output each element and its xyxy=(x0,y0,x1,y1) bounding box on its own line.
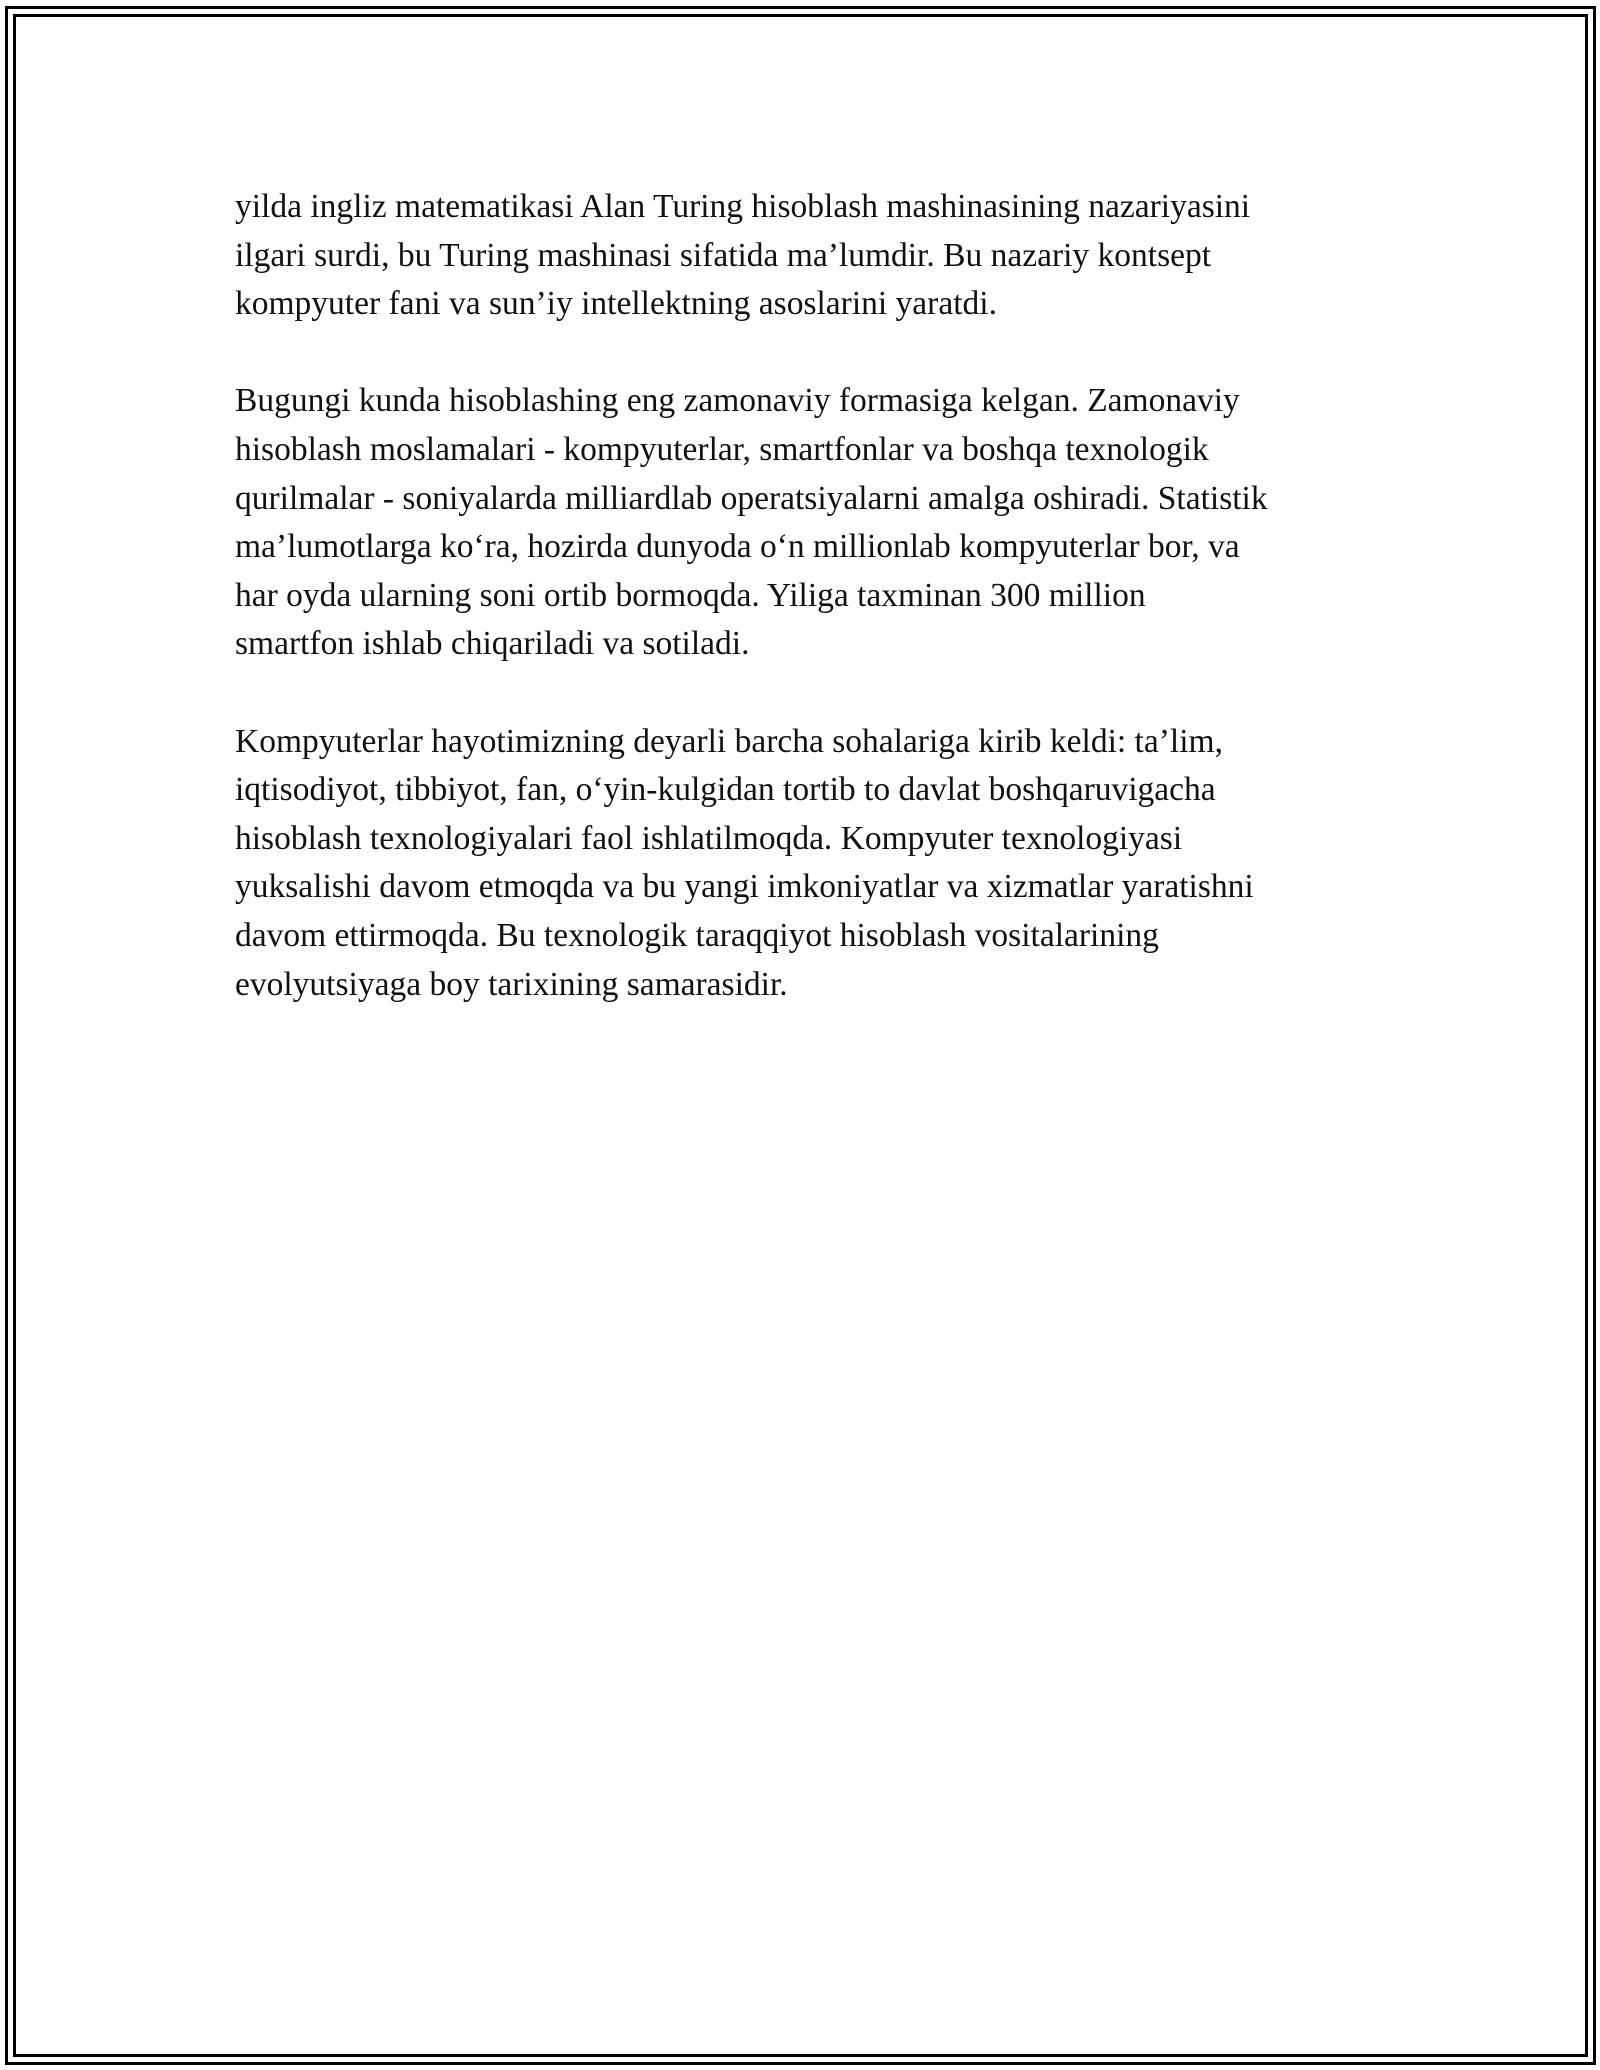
text-line: hisoblash moslamalari - kompyuterlar, smartfonlar va boshqa texnologik xyxy=(235,430,1209,468)
text-line: davom ettirmoqda. Bu texnologik taraqqiyot hisoblash vositalarining xyxy=(235,916,1159,954)
text-line: iqtisodiyot, tibbiyot, fan, o‘yin-kulgidan tortib to davlat boshqaruvigacha xyxy=(235,771,1216,809)
paragraph xyxy=(235,183,1370,329)
text-line: kompyuter fani va sun’iy intellektning asoslarini yaratdi. xyxy=(235,285,997,323)
paragraph xyxy=(235,377,1370,669)
text-line: yuksalishi davom etmoqda va bu yangi imkoniyatlar va xizmatlar yaratishni xyxy=(235,868,1254,906)
document-body xyxy=(235,183,1370,1058)
text-line: evolyutsiyaga boy tarixining samarasidir. xyxy=(235,965,788,1003)
text-line: ilgari surdi, bu Turing mashinasi sifatida ma’lumdir. Bu nazariy kontsept xyxy=(235,236,1212,274)
text-line: yilda ingliz matematikasi Alan Turing hisoblash mashinasining nazariyasini xyxy=(235,188,1251,225)
text-line: har oyda ularning soni ortib bormoqda. Yiliga taxminan 300 million xyxy=(235,576,1146,614)
paragraph xyxy=(235,718,1370,1010)
text-line: ma’lumotlarga ko‘ra, hozirda dunyoda o‘n millionlab kompyuterlar bor, va xyxy=(235,528,1240,566)
text-line: Bugungi kunda hisoblashing eng zamonaviy formasiga kelgan. Zamonaviy xyxy=(235,382,1240,420)
text-line: Kompyuterlar hayotimizning deyarli barcha sohalariga kirib keldi: ta’lim, xyxy=(235,722,1223,760)
text-line: qurilmalar - soniyalarda milliardlab operatsiyalarni amalga oshiradi. Statistik xyxy=(235,479,1268,517)
text-line: smartfon ishlab chiqariladi va sotiladi. xyxy=(235,625,750,663)
text-line: hisoblash texnologiyalari faol ishlatilmoqda. Kompyuter texnologiyasi xyxy=(235,819,1183,857)
